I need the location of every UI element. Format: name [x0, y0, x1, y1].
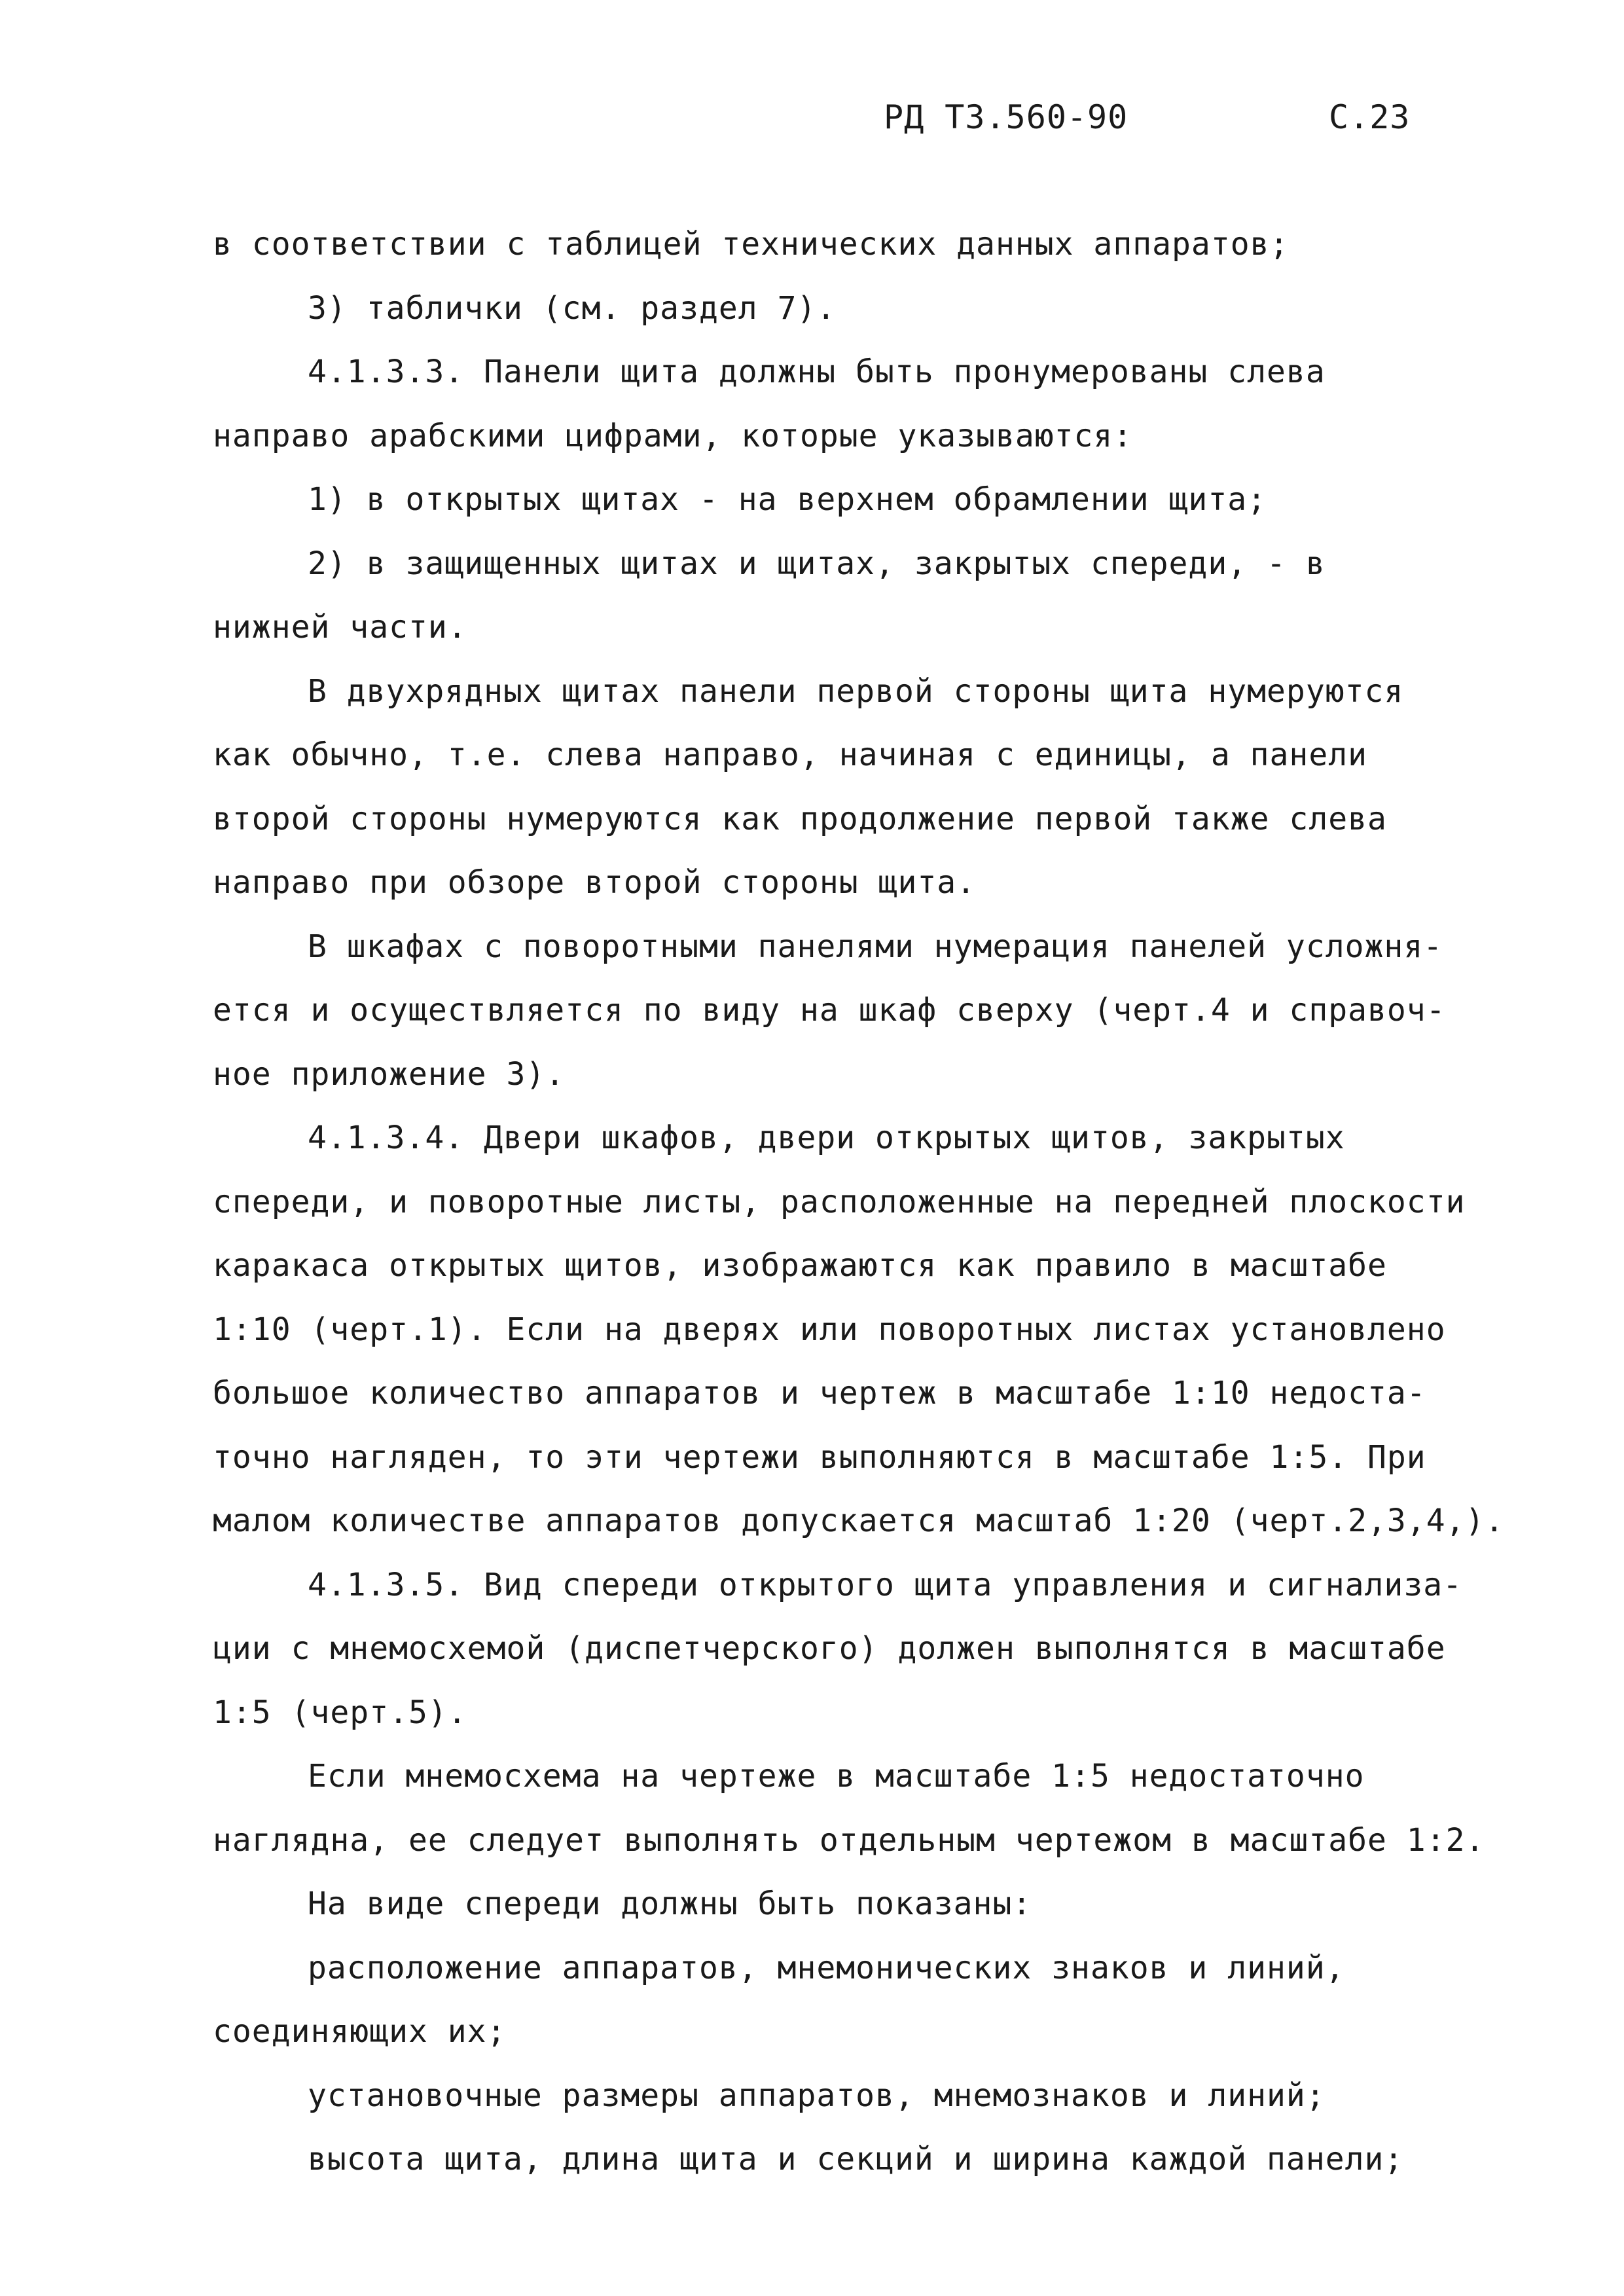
text-line: направо при обзоре второй стороны щита. [213, 864, 977, 901]
text-line: как обычно, т.е. слева направо, начиная с единицы, а панели [213, 737, 1368, 773]
text-line: соединяющих их; [213, 2013, 507, 2050]
text-line: ное приложение 3). [213, 1056, 566, 1093]
text-line: 1:5 (черт.5). [213, 1694, 467, 1731]
text-line: 4.1.3.4. Двери шкафов, двери открытых щитов, закрытых [308, 1120, 1345, 1156]
text-line: 1) в открытых щитах - на верхнем обрамлении щита; [308, 481, 1267, 518]
text-line: 3) таблички (см. раздел 7). [308, 290, 837, 327]
text-line: ется и осуществляется по виду на шкаф сверху (черт.4 и справоч- [213, 992, 1446, 1029]
text-line: наглядна, ее следует выполнять отдельным чертежом в масштабе 1:2. [213, 1822, 1485, 1859]
text-line: 4.1.3.5. Вид спереди открытого щита управления и сигнализа- [308, 1567, 1463, 1603]
page-number: С.23 [1329, 98, 1411, 136]
text-line: нижней части. [213, 609, 467, 646]
text-line: расположение аппаратов, мнемонических знаков и линий, [308, 1950, 1345, 1986]
text-line: установочные размеры аппаратов, мнемознаков и линий; [308, 2077, 1326, 2114]
text-line: направо арабскими цифрами, которые указываются: [213, 418, 1133, 454]
text-line: в соответствии с таблицей технических данных аппаратов; [213, 226, 1290, 263]
text-line: большое количество аппаратов и чертеж в масштабе 1:10 недоста- [213, 1375, 1426, 1412]
text-line: На виде спереди должны быть показаны: [308, 1886, 1032, 1922]
text-line: В двухрядных щитах панели первой стороны щита нумеруются [308, 673, 1404, 710]
text-line: второй стороны нумеруются как продолжение первой также слева [213, 801, 1387, 837]
text-line: каракаса открытых щитов, изображаются как правило в масштабе [213, 1247, 1387, 1284]
text-line: точно нагляден, то эти чертежи выполняются в масштабе 1:5. При [213, 1439, 1426, 1476]
text-line: ции с мнемосхемой (диспетчерского) должен выполнятся в масштабе [213, 1630, 1446, 1667]
text-line: малом количестве аппаратов допускается масштаб 1:20 (черт.2,3,4,). [213, 1503, 1505, 1539]
text-line: 1:10 (черт.1). Если на дверях или поворотных листах установлено [213, 1311, 1446, 1348]
text-line: 2) в защищенных щитах и щитах, закрытых спереди, - в [308, 545, 1326, 582]
text-line: В шкафах с поворотными панелями нумерация панелей усложня- [308, 928, 1443, 965]
text-line: спереди, и поворотные листы, расположенные на передней плоскости [213, 1184, 1466, 1220]
text-line: 4.1.3.3. Панели щита должны быть пронумерованы слева [308, 354, 1326, 390]
text-line: высота щита, длина щита и секций и ширина каждой панели; [308, 2141, 1404, 2178]
text-line: Если мнемосхема на чертеже в масштабе 1:5 недостаточно [308, 1758, 1365, 1795]
document-code: РД ТЗ.560-90 [884, 98, 1128, 136]
